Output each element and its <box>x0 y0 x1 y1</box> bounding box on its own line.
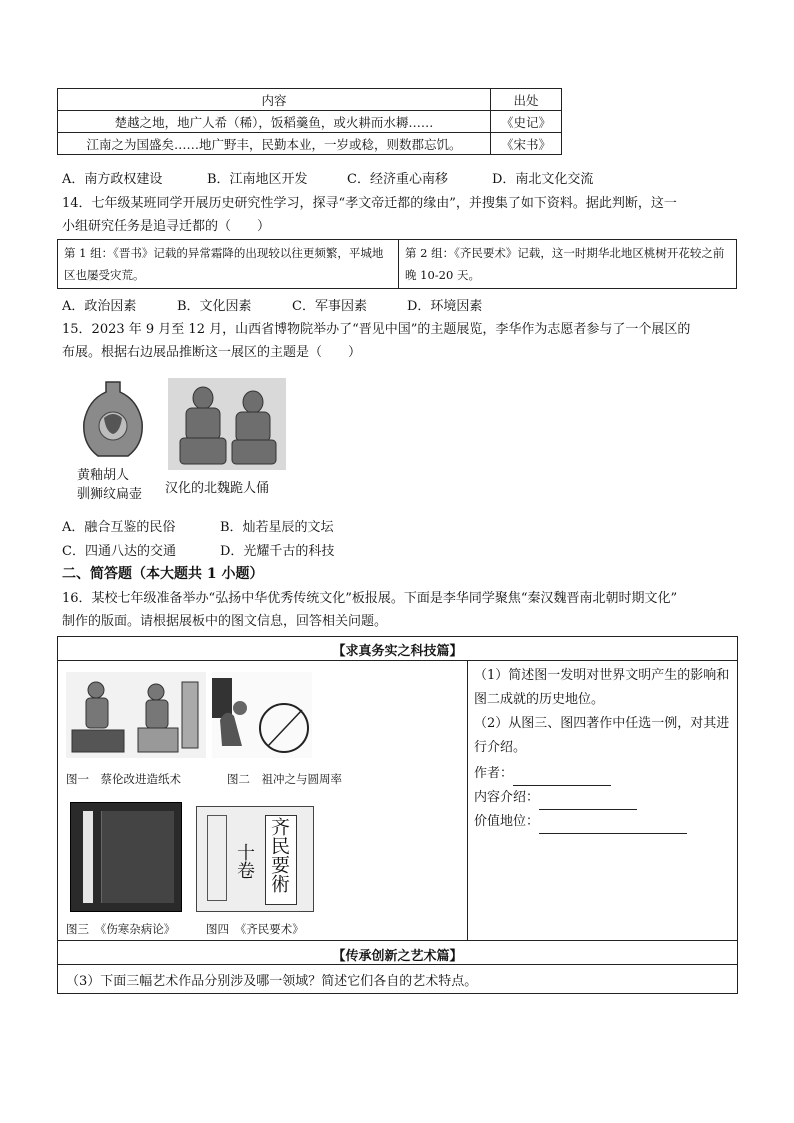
q13-options <box>62 168 742 188</box>
section2-title: 二、简答题（本大题共 1 小题） <box>62 566 264 582</box>
divider <box>57 660 738 661</box>
flask-caption-line2: 驯狮纹扁壶 <box>77 487 143 502</box>
option-a: A．融合互鉴的民俗 <box>62 520 176 535</box>
flask-caption-line1: 黄釉胡人 <box>77 468 130 483</box>
sub3: （3）下面三幅艺术作品分别涉及哪一领域？简述它们各自的艺术特点。 <box>66 974 478 989</box>
q16-stem-line1: 16．某校七年级准备举办“弘扬中华优秀传统文化”板报展。下面是李华同学聚焦“秦汉魏晋南北朝时期文化” <box>62 591 678 606</box>
header-source: 出处 <box>491 89 562 111</box>
q15-stem-line2: 布展。根据右边展品推断这一展区的主题是（ ） <box>62 345 362 360</box>
author-blank[interactable] <box>513 771 611 786</box>
option-d: D．南北文化交流 <box>492 172 594 187</box>
sub1: （1）简述图一发明对世界文明产生的影响和图二成就的历史地位。 <box>474 668 730 707</box>
option-d: D．环境因素 <box>407 299 483 314</box>
q14-group2: 第 2 组：《齐民要术》记载，这一时期华北地区桃树开花较之前晚 10-20 天。 <box>399 240 737 289</box>
value-label: 价值地位： <box>474 814 540 829</box>
author-label: 作者： <box>474 766 514 781</box>
flask-caption <box>77 466 142 504</box>
option-d: D．光耀千古的科技 <box>220 544 335 559</box>
fig1-caption: 图一 蔡伦改进造纸术 <box>66 772 181 786</box>
flask-image <box>78 378 148 460</box>
option-a: A．南方政权建设 <box>62 172 163 187</box>
q14-stem <box>62 192 742 238</box>
q14-group1: 第 1 组：《晋书》记载的异常霜降的出现较以往更频繁，平城地区也屡受灾荒。 <box>58 240 399 289</box>
q16-stem <box>62 587 742 633</box>
header-content: 内容 <box>58 89 491 111</box>
option-b: B．江南地区开发 <box>207 172 308 187</box>
q14-stem-line1: 14．七年级某班同学开展历史研究性学习，探寻“孝文帝迁都的缘由”，并搜集了如下资料。据此判断，这一 <box>62 196 677 211</box>
source-table <box>57 88 562 155</box>
table-row <box>58 111 562 133</box>
option-b: B．文化因素 <box>177 299 252 314</box>
qimin-yaoshu-image <box>196 806 314 912</box>
content-row <box>474 786 732 810</box>
cell-content: 楚越之地，地广人希（稀），饭稻羹鱼，或火耕而水耨…… <box>58 111 491 133</box>
q16-subquestions <box>474 664 732 834</box>
cell-source: 《史记》 <box>491 111 562 133</box>
sub2: （2）从图三、图四著作中任选一例，对其进行介绍。 <box>474 716 730 755</box>
option-b: B．灿若星辰的文坛 <box>220 520 334 535</box>
content-blank[interactable] <box>539 795 637 810</box>
option-c: C．经济重心南移 <box>347 172 448 187</box>
q14-materials-table <box>57 239 737 289</box>
q15-stem <box>62 318 742 364</box>
divider <box>57 940 738 941</box>
option-c: C．四通八达的交通 <box>62 544 176 559</box>
q15-stem-line1: 15．2023 年 9 月至 12 月，山西省博物院举办了“晋见中国”的主题展览，李华作为志愿者参与了一个展区的 <box>62 322 691 337</box>
author-row <box>474 762 732 786</box>
kneeling-figurines-image <box>168 378 286 470</box>
q16-stem-line2: 制作的版面。请根据展板中的图文信息，回答相关问题。 <box>62 614 388 629</box>
figurines-caption: 汉化的北魏跪人俑 <box>165 481 270 496</box>
shanghan-book-image <box>70 802 182 912</box>
papermaking-image <box>66 672 206 758</box>
panel2-title: 【传承创新之艺术篇】 <box>332 949 463 964</box>
qimin-book-text: 齐民要術 <box>268 817 290 893</box>
cell-content: 江南之为国盛矣……地广野丰，民勤本业，一岁或稔，则数郡忘饥。 <box>58 133 491 155</box>
table-row <box>58 133 562 155</box>
zu-chongzhi-pi-image <box>212 672 312 758</box>
divider <box>57 964 738 965</box>
value-row <box>474 810 732 834</box>
panel1-title: 【求真务实之科技篇】 <box>332 644 463 659</box>
option-a: A．政治因素 <box>62 299 137 314</box>
q14-stem-line2: 小组研究任务是追寻迁都的（ ） <box>62 219 271 234</box>
fig3-caption: 图三 《伤寒杂病论》 <box>66 922 176 936</box>
q14-options <box>62 295 742 315</box>
value-blank[interactable] <box>539 819 687 834</box>
content-label: 内容介绍： <box>474 790 540 805</box>
qimin-vol-text: 十卷 <box>234 843 255 879</box>
fig4-caption: 图四 《齐民要术》 <box>206 922 304 936</box>
cell-source: 《宋书》 <box>491 133 562 155</box>
fig2-caption: 图二 祖冲之与圆周率 <box>227 772 342 786</box>
option-c: C．军事因素 <box>292 299 367 314</box>
divider <box>467 660 468 940</box>
q15-options <box>62 516 462 564</box>
